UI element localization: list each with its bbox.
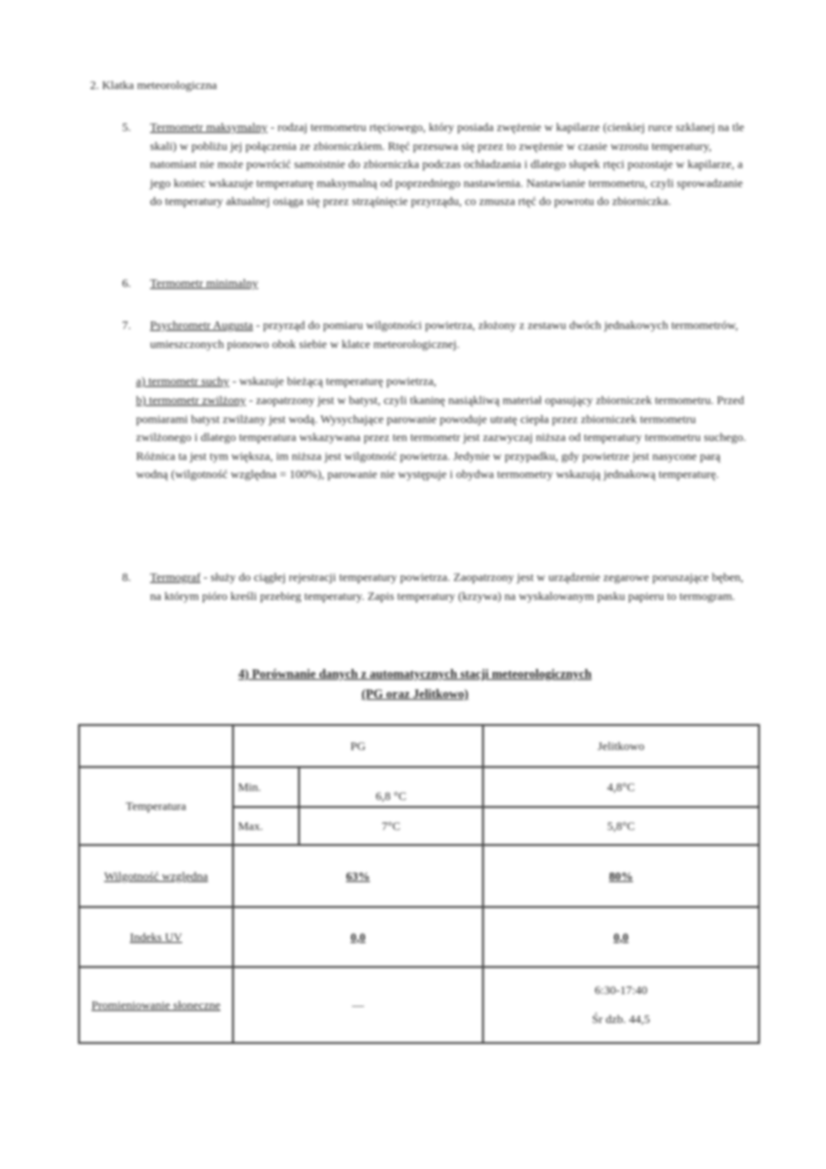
psychrometer-sub-a [136, 372, 752, 391]
item-body [150, 274, 752, 293]
row-label-sun: Promieniowanie słoneczne [79, 967, 233, 1043]
table-header-pg: PG [233, 725, 483, 767]
section-title: 2. Klatka meteorologiczna [90, 78, 217, 92]
item-term: Termometr minimalny [150, 276, 259, 290]
item-text: - przyrząd do pomiaru wilgotności powietrza, złożony z zestawu dwóch jednakowych termometrów, umieszczonych pionowo obok siebie w klatce meteorologicznej. [150, 318, 739, 351]
list-item [122, 274, 752, 293]
table-header-jelitkowo: Jelitkowo [483, 725, 759, 767]
sub-term: a) termometr suchy [136, 374, 230, 388]
heading-line-2: (PG oraz Jelitkowo) [361, 687, 469, 701]
jelitkowo-sun-line-2: Śr dzb. 44,5 [592, 1012, 650, 1026]
table-row [79, 967, 759, 1043]
table-row [79, 725, 759, 767]
sub-term: b) termometr zwilżony [136, 393, 246, 407]
item-text: - rodzaj termometru rtęciowego, który posiada zwężenie w kapilarze (cienkiej rurce szklanej na tle skali) w pobliżu jej połączenia ze zbiorniczkiem. Rtęć przesuwa się przez to zwężenie w czasie wzrostu temperatury, natomiast nie może powrócić samoistnie do zbiorniczka podczas ochładzania i dlatego słupek rtęci pozostaje w kapilarze, a jego koniec wskazuje temperaturę maksymalną od poprzedniego nastawienia. Nastawianie termometru, czyli sprowadzanie do temperatury aktualnej osiąga się przez strząśnięcie przyrządu, co zmusza rtęć do powrotu do zbiorniczka. [150, 120, 745, 208]
jelitkowo-max-value: 5,8°C [483, 807, 759, 845]
temp-max-label: Max. [233, 807, 299, 845]
list-item [122, 316, 752, 353]
list-item [122, 568, 752, 605]
item-body [150, 316, 752, 353]
jelitkowo-sun-line-1: 6:30-17:40 [594, 983, 648, 997]
jelitkowo-min-value: 4,8°C [483, 767, 759, 807]
item-body [150, 568, 752, 605]
item-body [150, 118, 752, 211]
jelitkowo-uv-value: 0,0 [483, 907, 759, 967]
table-row [79, 845, 759, 907]
item-term: Psychrometr Augusta [150, 318, 253, 332]
table-heading [120, 664, 710, 704]
sub-text: - wskazuje bieżącą temperaturę powietrza, [229, 374, 437, 388]
row-label-humidity: Wilgotność względna [79, 845, 233, 907]
pg-humidity-value: 63% [233, 845, 483, 907]
heading-line-1: 4) Porównanie danych z automatycznych stacji meteorologicznych [238, 667, 592, 681]
jelitkowo-humidity-value: 80% [483, 845, 759, 907]
table-row [79, 767, 759, 807]
table-row [79, 907, 759, 967]
jelitkowo-sun-value [483, 967, 759, 1043]
item-number: 5. [122, 120, 131, 134]
item-term: Termometr maksymalny [150, 120, 268, 134]
pg-temp-value: 6,8 °C [299, 767, 483, 807]
row-label-temperature: Temperatura [79, 767, 233, 845]
temp-min-label: Min. [233, 767, 299, 807]
item-number: 6. [122, 276, 131, 290]
pg-max-value: 7°C [299, 807, 483, 845]
pg-uv-value: 0,0 [233, 907, 483, 967]
pg-sun-value: — [233, 967, 483, 1043]
item-term: Termograf [150, 570, 201, 584]
item-text: - służy do ciągłej rejestracji temperatury powietrza. Zaopatrzony jest w urządzenie zegarowe poruszające bęben, na którym pióro kreśli przebieg temperatury. Zapis temperatury (krzywa) na wyskalowanym pasku papieru to termogram. [150, 570, 744, 603]
list-item [122, 118, 752, 211]
psychrometer-sub-b [136, 391, 752, 484]
item-number: 7. [122, 318, 131, 332]
table-cell-empty [79, 725, 233, 767]
sub-text: - zaopatrzony jest w batyst, czyli tkaninę nasiąkliwą materiał opasujący zbiorniczek termometru. Przed pomiarami batyst zwilżany jest wodą. Wysychające parowanie powoduje utratę ciepła przez zbiorniczek termometru zwilżonego i dlatego temperatura wskazywana przez ten termometr jest zazwyczaj niższa od temperatury termometru suchego. Różnica ta jest tym większa, im niższa jest wilgotność powietrza. Jedynie w przypadku, gdy powietrze jest nasycone parą wodną (wilgotność względna = 100%), parowanie nie występuje i obydwa termometry wskazują jednakową temperaturę. [136, 393, 747, 481]
comparison-table [78, 724, 760, 1044]
item-number: 8. [122, 570, 131, 584]
row-label-uv: Indeks UV [79, 907, 233, 967]
